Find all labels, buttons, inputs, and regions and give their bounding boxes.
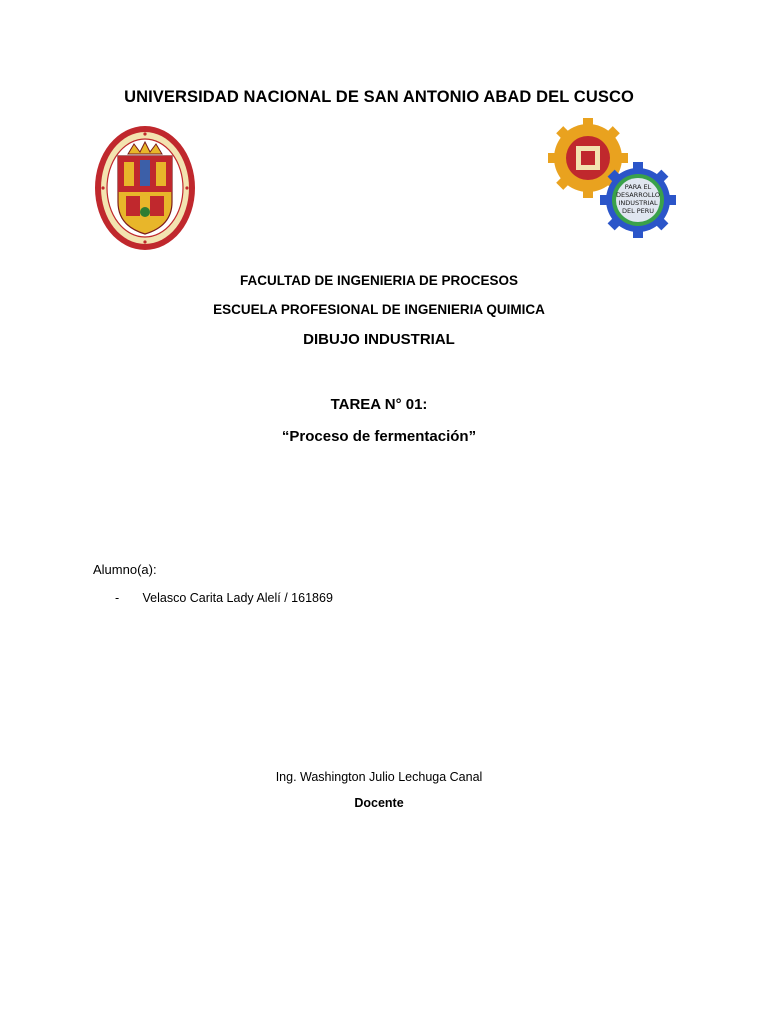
- teacher-role: Docente: [354, 796, 404, 810]
- student-name: Velasco Carita Lady Alelí / 161869: [142, 591, 333, 605]
- student-label: Alumno(a):: [93, 562, 157, 577]
- teacher-name: Ing. Washington Julio Lechuga Canal: [275, 770, 483, 784]
- list-bullet: -: [115, 591, 120, 605]
- university-seal-icon: [94, 124, 196, 252]
- engineering-gears-icon: [548, 118, 678, 240]
- task-topic: “Proceso de fermentación”: [281, 428, 477, 445]
- university-title: UNIVERSIDAD NACIONAL DE SAN ANTONIO ABAD DEL CUSCO: [124, 88, 634, 106]
- school-name: ESCUELA PROFESIONAL DE INGENIERIA QUIMICA: [213, 302, 545, 317]
- faculty-name: FACULTAD DE INGENIERIA DE PROCESOS: [239, 273, 519, 288]
- student-list-item: [115, 591, 333, 605]
- svg-text:PARA EL: PARA EL: [624, 183, 652, 191]
- course-title: DIBUJO INDUSTRIAL: [303, 331, 455, 348]
- task-number: TAREA N° 01:: [330, 396, 428, 413]
- svg-text:INDUSTRIAL: INDUSTRIAL: [618, 199, 658, 207]
- svg-text:DESARROLLO: DESARROLLO: [615, 191, 661, 199]
- svg-text:DEL PERU: DEL PERU: [621, 207, 655, 215]
